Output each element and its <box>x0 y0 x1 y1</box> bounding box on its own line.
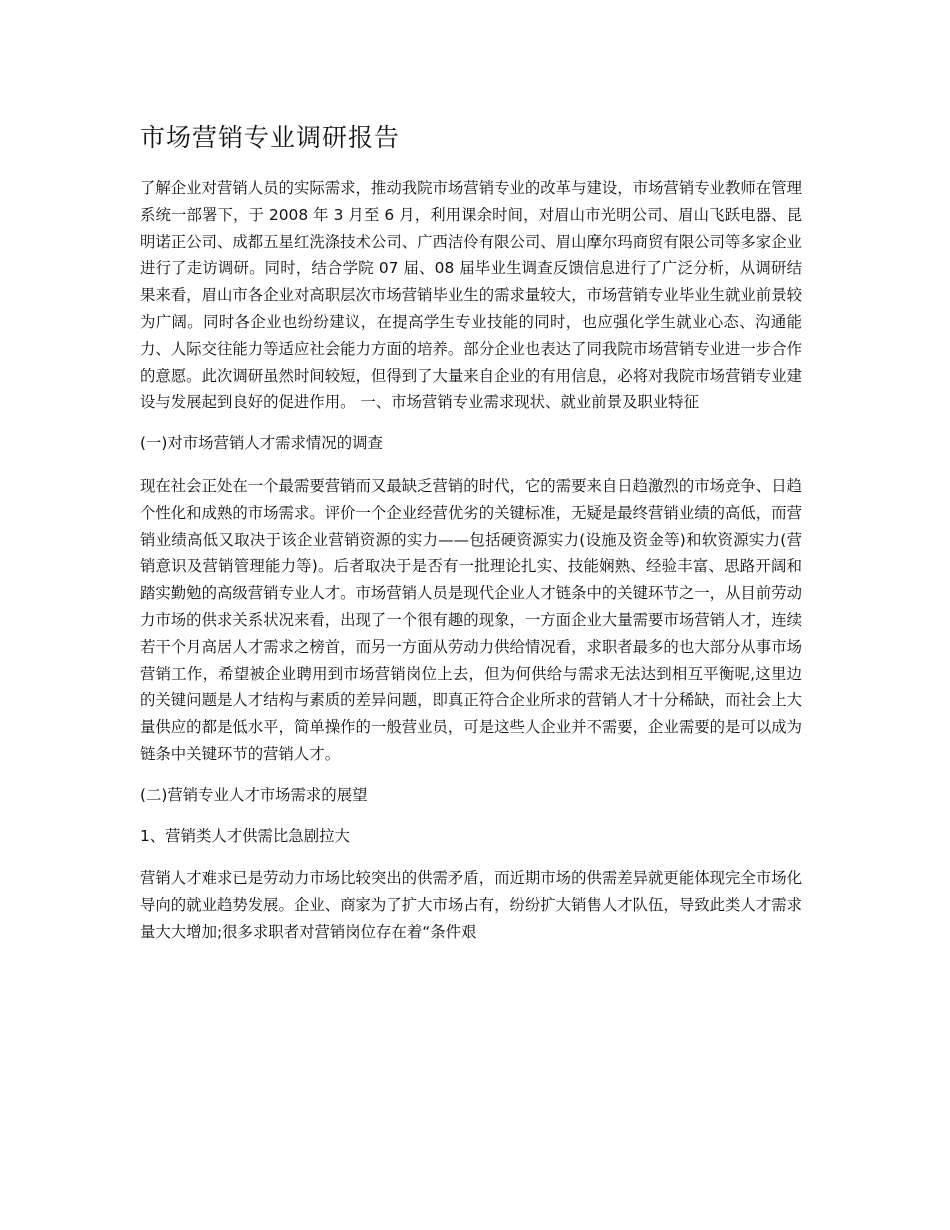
subsection1-paragraph: 营销人才难求已是劳动力市场比较突出的供需矛盾，而近期市场的供需差异就更能体现完全市场化导向的就业趋势发展。企业、商家为了扩大市场占有，纷纷扩大销售人才队伍，导致此类人才需求量大大增加;很多求职者对营销岗位存在着“条件艰 <box>140 869 802 941</box>
subsection1-heading: 1、营销类人才供需比急剧拉大 <box>140 826 350 845</box>
section1-paragraph: 现在社会正处在一个最需要营销而又最缺乏营销的时代，它的需要来自日趋激烈的市场竞争、日趋个性化和成熟的市场需求。评价一个企业经营优劣的关键标准，无疑是最终营销业绩的高低，而营销业绩高低又取决于该企业营销资源的实力——包括硬资源实力(设施及资金等)和软资源实力(营销意识及营销管理能力等)。后者取决于是否有一批理论扎实、技能娴熟、经验丰富、思路开阔和踏实勤勉的高级营销专业人才。市场营销人员是现代企业人才链条中的关键环节之一，从目前劳动力市场的供求关系状况来看，出现了一个很有趣的现象，一方面企业大量需要市场营销人才，连续若干个月高居人才需求之榜首，而另一方面从劳动力供给情况看，求职者最多的也大部分从事市场营销工作，希望被企业聘用到市场营销岗位上去，但为何供给与需求无法达到相互平衡呢,这里边的关键问题是人才结构与素质的差异问题，即真正符合企业所求的营销人才十分稀缺，而社会上大量供应的都是低水平，简单操作的一般营业员，可是这些人企业并不需要，企业需要的是可以成为链条中关键环节的营销人才。 <box>140 476 802 763</box>
document-page <box>140 118 802 946</box>
document-title: 市场营销专业调研报告 <box>140 123 401 152</box>
intro-paragraph: 了解企业对营销人员的实际需求，推动我院市场营销专业的改革与建设，市场营销专业教师在管理系统一部署下，于 2008 年 3 月至 6 月，利用课余时间，对眉山市光明公司、眉山飞跃电器、昆明诺正公司、成都五星红洗涤技术公司、广西洁伶有限公司、眉山摩尔玛商贸有限公司等多家企业进行了走访调研。同时，结合学院 07 届、08 届毕业生调查反馈信息进行了广泛分析，从调研结果来看，眉山市各企业对高职层次市场营销毕业生的需求量较大，市场营销专业毕业生就业前景较为广阔。同时各企业也纷纷建议，在提高学生专业技能的同时，也应强化学生就业心态、沟通能力、人际交往能力等适应社会能力方面的培养。部分企业也表达了同我院市场营销专业进一步合作的意愿。此次调研虽然时间较短，但得到了大量来自企业的有用信息，必将对我院市场营销专业建设与发展起到良好的促进作用。 一、市场营销专业需求现状、就业前景及职业特征 <box>140 179 802 412</box>
section2-heading: (二)营销专业人才市场需求的展望 <box>140 785 368 804</box>
section1-heading: (一)对市场营销人才需求情况的调查 <box>140 434 383 453</box>
